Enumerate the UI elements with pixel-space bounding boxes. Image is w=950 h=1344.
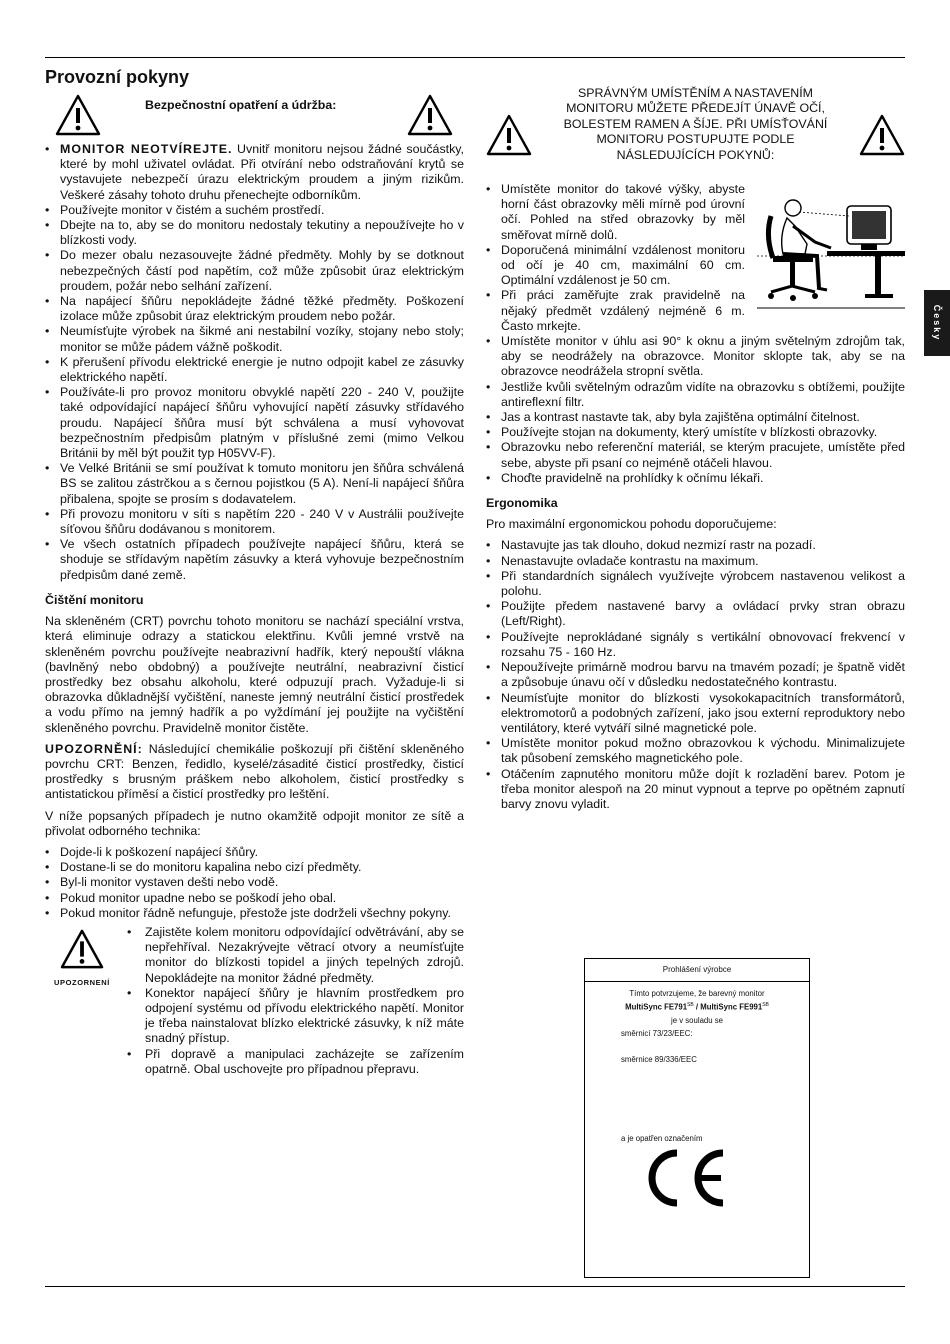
list-item: • Používejte monitor v čistém a suchém prostředí. (45, 203, 464, 218)
caution-badge (45, 929, 119, 990)
list-item: • Konektor napájecí šňůry je hlavním prostředkem pro odpojení systému od přívodu elektrického napětí. Monitor je třeba nainstalovat blízko elektrické zásuvky, k níž máte snadný přístup. (127, 986, 464, 1047)
directive-emc: směrnice 89/336/EEC (621, 1054, 697, 1064)
ergonomics-heading: Ergonomika (486, 496, 558, 511)
list-item: • Nastavujte jas tak dlouho, dokud nezmizí rastr na pozadí. (486, 538, 905, 553)
ce-mark-icon (637, 1147, 729, 1209)
left-column (45, 66, 464, 1077)
bottom-rule (45, 1286, 905, 1287)
declaration-models: MultiSync $FE791^{SB}$ / MultiSync $FE991^{SB}$ (625, 1002, 769, 1012)
ergonomic-posture-illustration (757, 196, 905, 314)
list-item: • Ve všech ostatních případech používejte napájecí šňůru, která se shoduje se střídavým napětím zásuvky a která vyhovuje bezpečnostním předpisům dané země. (45, 537, 464, 583)
warning-triangle-icon (486, 114, 532, 156)
ergonomics-intro: Pro maximální ergonomickou pohodu doporučujeme: (486, 517, 777, 532)
list-item: • Na napájecí šňůru nepokládejte žádné těžké předměty. Poškození izolace může způsobit úraz elektrickým proudem nebo požár. (45, 294, 464, 324)
service-intro: V níže popsaných případech je nutno okamžitě odpojit monitor ze sítě a přivolat odborného technika: (45, 808, 464, 838)
warning-paragraph: UPOZORNĚNÍ: Následující chemikálie poškozují při čištění skleněného povrchu CRT: Benzen, ředidlo, kyselé/zásadité čisticí prostředky, čisticí prostředky s brusným práškem nebo alkoholem, čisticí prostředky s antistatickou příměsí a čisticí prostředky pro leštění. (45, 741, 464, 802)
list-item: • Do mezer obalu nezasouvejte žádné předměty. Mohly by se dotknout nebezpečných částí pod napětím, což může způsobit úraz elektrickým proudem, požár nebo selhání zařízení. (45, 248, 464, 294)
list-item: • Dbejte na to, aby se do monitoru nedostaly tekutiny a nepoužívejte ho v blízkosti vody. (45, 218, 464, 248)
list-item: • K přerušení přívodu elektrické energie je nutno odpojit kabel ze zásuvky elektrického napětí. (45, 355, 464, 385)
warning-triangle-icon (859, 114, 905, 156)
list-item: • Používáte-li pro provoz monitoru obvyklé napětí 220 - 240 V, použijte také odpovídající napájecí šňůru vyhovující napětí zásuvky střídavého proudu. Napájecí šňůra musí být schválena a musí vyhovovat bezpečnostním předpisům platným v příslušné zemi (mimo Velkou Británii by měl být použit typ H05VV-F). (45, 385, 464, 461)
list-item: • Umístěte monitor do takové výšky, abyste horní část obrazovky měli mírně pod úrovní očí. Pohled na střed obrazovky by měl směřovat mírně dolů. (486, 182, 745, 243)
list-item: • Doporučená minimální vzdálenost monitoru od očí je 40 cm, maximální 60 cm. Optimální vzdálenost je 50 cm. (486, 243, 745, 289)
ce-marking-text: a je opatřen označením (621, 1133, 703, 1143)
warning-triangle-icon (60, 929, 104, 969)
list-item: • Jas a kontrast nastavte tak, aby byla zajištěna optimální čitelnost. (486, 410, 905, 425)
directive-low-voltage: směrnicí 73/23/EEC: (621, 1028, 693, 1038)
list-item: • Používejte neprokládané signály s vertikální obnovovací frekvencí v rozsahu 75 - 160 Hz. (486, 630, 905, 660)
list-item: • Umístěte monitor v úhlu asi 90° k oknu a jiným světelným zdrojům tak, aby se neodrážely na obrazovce. Monitor sklopte tak, aby se na obrazovce neodrážela stropní světla. (486, 334, 905, 380)
list-item: • Pokud monitor řádně nefunguje, přestože jste dodrželi všechny pokyny. (45, 906, 464, 921)
declaration-line: je v souladu se (670, 1015, 723, 1025)
list-item: • Při dopravě a manipulaci zacházejte se zařízením opatrně. Obal uschovejte pro případnou přepravu. (127, 1047, 464, 1077)
list-item: • Obrazovku nebo referenční materiál, se kterým pracujete, umístěte před sebe, abyste při psaní co nejméně otáčeli hlavou. (486, 440, 905, 470)
manufacturer-declaration (584, 958, 810, 1278)
service-list (45, 845, 464, 921)
list-item: • Nepoužívejte primárně modrou barvu na tmavém pozadí; je špatně vidět a způsobuje únavu očí v důsledku nedostatečného kontrastu. (486, 660, 905, 690)
warning-triangle-icon (407, 94, 453, 136)
top-rule (45, 57, 905, 58)
declaration-line: Tímto potvrzujeme, že barevný monitor (629, 989, 765, 998)
right-column (486, 86, 905, 812)
caution-list (127, 925, 464, 1077)
list-item: • Pokud monitor upadne nebo se poškodí jeho obal. (45, 891, 464, 906)
list-item: • Jestliže kvůli světelným odrazům vidíte na obrazovku s obtížemi, použijte antireflexní filtr. (486, 380, 905, 410)
list-item: • Při práci zaměřujte zrak pravidelně na nějaký předmět vzdálený nejméně 6 m. Často mrkejte. (486, 288, 745, 334)
warning-triangle-icon (55, 94, 101, 136)
declaration-heading: Prohlášení výrobce (585, 959, 809, 982)
list-item: • Umístěte monitor pokud možno obrazovkou k východu. Minimalizujete tak působení zemského magnetického pole. (486, 736, 905, 766)
list-item: • Byl-li monitor vystaven dešti nebo vodě. (45, 875, 464, 890)
caution-block (45, 925, 464, 1077)
list-item: • Choďte pravidelně na prohlídky k očnímu lékaři. (486, 471, 905, 486)
list-item: • Neumísťujte výrobek na šikmé ani nestabilní vozíky, stojany nebo stoly; monitor se může pádem vážně poškodit. (45, 324, 464, 354)
placement-header-text: SPRÁVNÝM UMÍSTĚNÍM A NASTAVENÍM MONITORU MŮŽETE PŘEDEJÍT ÚNAVĚ OČÍ, BOLESTEM RAMEN A ŠÍJE. PŘI UMÍSŤOVÁNÍ MONITORU POSTUPUJTE PODLE NÁSLEDUJÍCÍCH POKYNŮ: (563, 86, 828, 162)
list-item: • Nenastavujte ovladače kontrastu na maximum. (486, 554, 905, 569)
safety-list (45, 142, 464, 583)
cleaning-text: Na skleněném (CRT) povrchu tohoto monitoru se nachází speciální vrstva, která eliminuje odrazy a statickou elektřinu. Kvůli jemné vrstvě na skleněném povrchu používejte neabrazivní hadřík, který nepouští vlákna (bavlněný nebo obdobný) a používejte neutrální, neabrazivní čisticí prostředky bez obsahu alkoholu, které odpuzují prach. Vyžaduje-li si obrazovka důkladnější vyčištění, naneste jemný neutrální čisticí prostředek a vodu přímo na jemný hadřík a po vyždímání jej použijte na vyčištění skleněného povrchu. Pravidelně monitor čistěte. (45, 614, 464, 735)
safety-header (45, 94, 464, 142)
ergonomics-list (486, 538, 905, 812)
list-item: • Dojde-li k poškození napájecí šňůry. (45, 845, 464, 860)
list-item: • Použijte předem nastavené barvy a ovládací prvky stran obrazu (Left/Right). (486, 599, 905, 629)
list-item: • Neumísťujte monitor do blízkosti vysokokapacitních transformátorů, elektromotorů a podobných zařízení, jako jsou externí reproduktory nebo ventilátory, které vytváří silné magnetické pole. (486, 691, 905, 737)
placement-header (486, 86, 905, 182)
cleaning-heading: Čištění monitoru (45, 592, 144, 607)
list-item: • Zajistěte kolem monitoru odpovídající odvětrávání, aby se nepřehříval. Nezakrývejte větrací otvory a neumísťujte monitor do blízkosti topidel a jiných tepelných zdrojů. Nepokládejte na monitor žádné předměty. (127, 925, 464, 986)
list-item: • Při provozu monitoru v síti s napětím 220 - 240 V v Austrálii používejte síťovou šňůru dodávanou s monitorem. (45, 507, 464, 537)
safety-subtitle: Bezpečnostní opatření a údržba: (145, 98, 337, 112)
caution-label: UPOZORNENÍ (53, 978, 110, 988)
list-item: • Ve Velké Británii se smí používat k tomuto monitoru jen šňůra schválená BS se zalitou zástrčkou a s černou pojistkou (5 A). Není-li napájecí šňůra přibalena, spojte se prosím s dodavatelem. (45, 461, 464, 507)
list-item: • Při standardních signálech využívejte výrobcem nastavenou velikost a polohu. (486, 569, 905, 599)
page-title: Provozní pokyny (45, 67, 190, 87)
list-item: • Otáčením zapnutého monitoru může dojít k rozladění barev. Potom je třeba monitor alespoň na 20 minut vypnout a teprve po opětném zapnutí barvy znovu vyladit. (486, 767, 905, 813)
list-item: • MONITOR NEOTVÍREJTE. Uvnitř monitoru nejsou žádné součástky, které by mohl uživatel ovládat. Při otvírání nebo odstraňování krytů se vystavujete nebezpečí úrazu elektrickým proudem a jiným rizikům. Veškeré zásahy tohoto druhu přenechejte odborníkům. (45, 142, 464, 203)
list-item: • Dostane-li se do monitoru kapalina nebo cizí předměty. (45, 860, 464, 875)
list-item: • Používejte stojan na dokumenty, který umístíte v blízkosti obrazovky. (486, 425, 905, 440)
language-tab: Česky (924, 290, 950, 356)
